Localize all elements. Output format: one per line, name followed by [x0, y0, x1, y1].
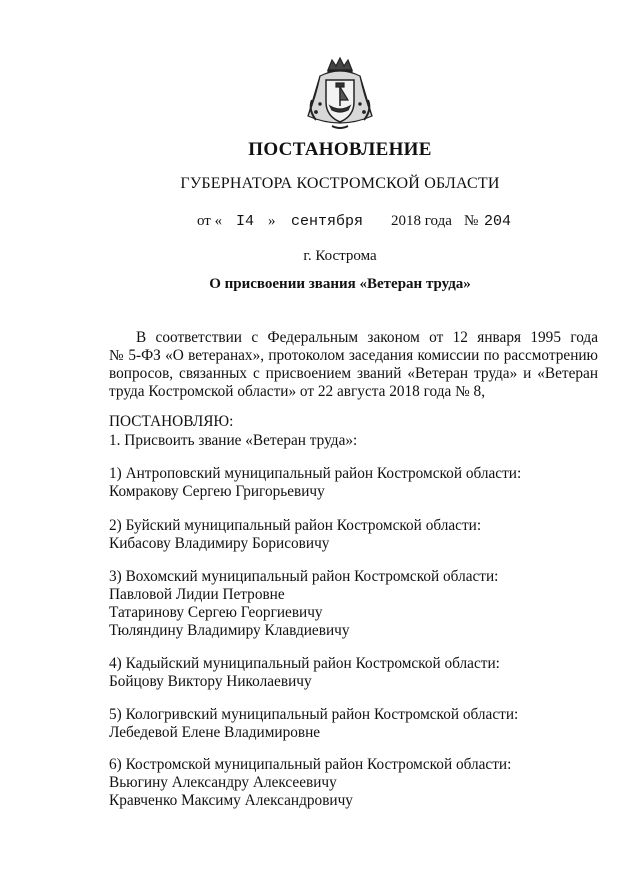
person-name: Тюляндину Владимиру Клавдиевичу: [109, 622, 350, 639]
city-line: г. Кострома: [303, 248, 377, 264]
document-number: 204: [484, 213, 512, 230]
district-heading: 4) Кадыйский муниципальный район Костромской области:: [109, 655, 500, 672]
number-sign: №: [464, 213, 479, 229]
person-name: Лебедевой Елене Владимировне: [109, 724, 321, 741]
person-name: Татаринову Сергею Георгиевичу: [109, 604, 323, 621]
decree-word: ПОСТАНОВЛЯЮ:: [109, 413, 234, 430]
coat-of-arms-emblem: [298, 56, 382, 134]
district-heading: 1) Антроповский муниципальный район Костромской области:: [109, 465, 522, 482]
preamble-line-4: труда Костромской области» от 22 августа 2018 года № 8,: [109, 383, 486, 400]
date-prefix: от «: [197, 213, 223, 229]
decree-item-1: 1. Присвоить звание «Ветеран труда»:: [109, 432, 358, 449]
district-heading: 5) Кологривский муниципальный район Костромской области:: [109, 706, 519, 723]
person-name: Бойцову Виктору Николаевичу: [109, 673, 312, 690]
preamble-line-2: № 5-ФЗ «О ветеранах», протоколом заседания комиссии по рассмотрению: [109, 347, 598, 364]
preamble-line-3: вопросов, связанных с присвоением званий «Ветеран труда» и «Ветеран: [109, 365, 598, 382]
district-heading: 6) Костромской муниципальный район Костромской области:: [109, 756, 512, 773]
person-name: Кравченко Максиму Александровичу: [109, 792, 353, 809]
issuer-line: ГУБЕРНАТОРА КОСТРОМСКОЙ ОБЛАСТИ: [180, 175, 500, 192]
person-name: Комракову Сергею Григорьевичу: [109, 483, 325, 500]
district-heading: 2) Буйский муниципальный район Костромской области:: [109, 517, 482, 534]
person-name: Вьюгину Александру Алексеевичу: [109, 774, 337, 791]
person-name: Павловой Лидии Петровне: [109, 586, 285, 603]
document-subject: О присвоении звания «Ветеран труда»: [209, 276, 471, 292]
person-name: Кибасову Владимиру Борисовичу: [109, 535, 330, 552]
date-month: сентября: [291, 213, 364, 230]
district-heading: 3) Вохомский муниципальный район Костромской области:: [109, 568, 499, 585]
document-title: ПОСТАНОВЛЕНИЕ: [248, 139, 432, 160]
preamble-line-1: В соответствии с Федеральным законом от 12 января 1995 года: [136, 329, 598, 346]
date-day: I4: [236, 213, 255, 230]
date-quote-close: »: [268, 213, 276, 229]
date-year: 2018 года: [391, 213, 452, 229]
